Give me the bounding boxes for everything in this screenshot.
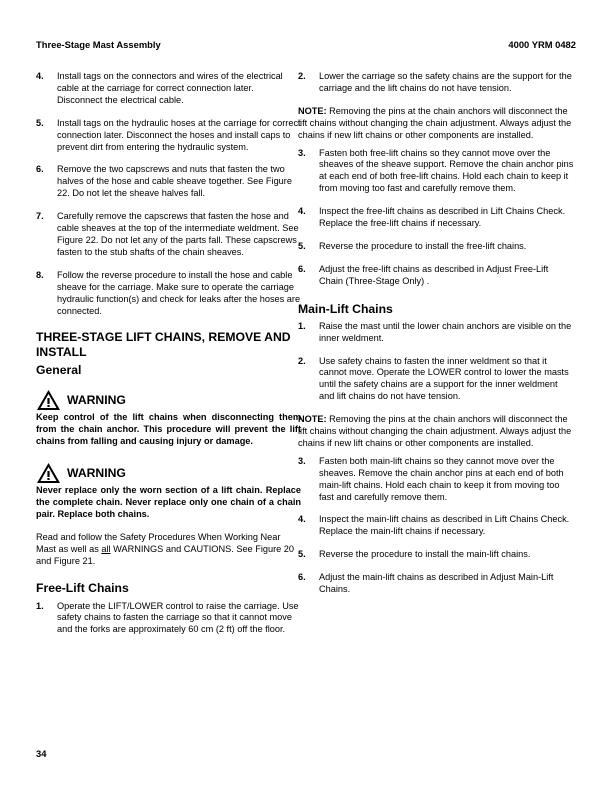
item-text: Reverse the procedure to install the main-lift chains. xyxy=(319,549,531,560)
note-label: NOTE: xyxy=(298,414,327,425)
list-item xyxy=(298,572,574,596)
item-number: 3. xyxy=(298,147,306,158)
item-text: Fasten both free-lift chains so they cannot move over the sheaves of the sheave support. Remove the chain anchor pins at each end of both free-lift chains. Hold each chain to keep it from moving too fast and carefully remove them. xyxy=(319,147,574,194)
list-item xyxy=(298,148,574,196)
item-text: Operate the LIFT/LOWER control to raise the carriage. Use safety chains to fasten the carriage so that it cannot move and the forks are approximately 60 cm (2 ft) off the floor. xyxy=(57,600,299,635)
item-number: 2. xyxy=(298,71,306,81)
list-item xyxy=(298,264,574,288)
item-text: Install tags on the hydraulic hoses at the carriage for correct connection later. Disconnect the hoses and install caps to prevent dirt from entering the hydraulic system. xyxy=(57,117,301,152)
list-item xyxy=(298,549,574,561)
note xyxy=(298,414,574,450)
subsection-title-main-lift: Main-Lift Chains xyxy=(298,301,393,316)
subsection-title-general: General xyxy=(36,363,82,378)
warning-text: Keep control of the lift chains when disconnecting them from the chain anchor. This procedure will prevent the lift chains from falling and causing injury or damage. xyxy=(36,412,301,447)
item-text: Carefully remove the capscrews that fasten the hose and cable sheaves at the top of the intermediate weldment. See Figure 22. Do not let any of the parts fall. These capscrews fasten to the stub shafts of the chain sheaves. xyxy=(57,211,299,257)
running-header-title: Three-Stage Mast Assembly xyxy=(36,39,161,50)
item-number: 6. xyxy=(298,572,306,583)
warning-text: Never replace only the worn section of a lift chain. Replace the complete chain. Never replace only one chain of a chain pair. Replace both chains. xyxy=(36,485,301,519)
item-number: 1. xyxy=(298,320,306,331)
list-item xyxy=(298,456,574,504)
item-text: Follow the reverse procedure to install the hose and cable sheave for the carriage. Make sure to operate the carriage hydraulic function(s) and check for leaks after the hoses are connected. xyxy=(57,269,301,316)
warning-header xyxy=(36,389,301,411)
item-text: Install tags on the connectors and wires of the electrical cable at the carriage for correct connection later. Disconnect the electrical cable. xyxy=(57,71,283,105)
item-number: 4. xyxy=(36,71,44,81)
subsection-title-free-lift: Free-Lift Chains xyxy=(36,580,129,595)
item-text: Adjust the free-lift chains as described in Adjust Free-Lift Chain (Three-Stage Only) . xyxy=(319,263,549,286)
item-text: Use safety chains to fasten the inner weldment so that it cannot move. Operate the LOWER control to lower the masts until the safety chains are a support for the inner weldment and lift chains do not have tension. xyxy=(319,355,569,402)
left-column xyxy=(36,70,301,636)
warning-label: WARNING xyxy=(67,466,126,481)
item-text: Remove the two capscrews and nuts that fasten the two halves of the hose and cable sheave together. See Figure 22. Do not let the sheave halves fall. xyxy=(57,164,292,199)
item-number: 5. xyxy=(298,549,306,560)
item-number: 1. xyxy=(36,600,44,611)
list-item xyxy=(298,206,574,230)
item-text: Lower the carriage so the safety chains are the support for the carriage and the lift chains do not have tension. xyxy=(319,71,572,93)
list-item xyxy=(36,211,301,259)
item-number: 3. xyxy=(298,455,306,466)
list-item xyxy=(298,356,574,404)
note-label: NOTE: xyxy=(298,105,327,116)
section-title: THREE-STAGE LIFT CHAINS, REMOVE AND INSTALL xyxy=(36,330,291,359)
item-number: 2. xyxy=(298,355,306,366)
list-item xyxy=(298,241,574,253)
item-text: Raise the mast until the lower chain anchors are visible on the inner weldment. xyxy=(319,320,572,343)
item-number: 7. xyxy=(36,211,44,222)
para-underlined: all xyxy=(101,543,111,554)
item-number: 6. xyxy=(298,263,306,274)
warning-triangle-icon xyxy=(36,389,61,411)
page-number: 34 xyxy=(36,748,47,759)
right-column xyxy=(298,70,574,596)
list-item xyxy=(36,164,301,200)
list-item xyxy=(298,71,574,95)
list-item xyxy=(298,321,574,345)
item-number: 5. xyxy=(36,117,44,128)
item-text: Reverse the procedure to install the free-lift chains. xyxy=(319,240,527,251)
document-number: 4000 YRM 0482 xyxy=(508,39,576,50)
item-text: Inspect the main-lift chains as described in Lift Chains Check. Replace the main-lift chains if necessary. xyxy=(319,514,570,537)
note-text: Removing the pins at the chain anchors will disconnect the lift chains without changing the chain adjustment. Always adjust the chains if new lift chains or other components are installed. xyxy=(298,414,572,448)
list-item xyxy=(36,71,301,107)
item-number: 5. xyxy=(298,240,306,251)
para-text: WARNINGS and CAUTIONS. See Figure 20 and Figure 21. xyxy=(36,543,295,566)
item-text: Inspect the free-lift chains as described in Lift Chains Check. Replace the free-lift chains if necessary. xyxy=(319,206,566,229)
note-text: Removing the pins at the chain anchors will disconnect the lift chains without changing the chain adjustment. Always adjust the chains if new lift chains or other components are installed. xyxy=(298,105,572,140)
list-item xyxy=(36,601,301,637)
item-number: 4. xyxy=(298,206,306,217)
para-text: Read and follow the Safety Procedures When Working Near Mast as well as xyxy=(36,531,281,554)
item-text: Adjust the main-lift chains as described in Adjust Main-Lift Chains. xyxy=(319,572,554,595)
warning-triangle-icon xyxy=(36,462,61,484)
list-item xyxy=(36,118,301,154)
safety-reference-paragraph xyxy=(36,532,301,568)
list-item xyxy=(298,514,574,538)
item-number: 4. xyxy=(298,514,306,525)
item-number: 8. xyxy=(36,269,44,280)
item-number: 6. xyxy=(36,164,44,175)
item-text: Fasten both main-lift chains so they cannot move over the sheaves. Remove the chain anchor pins at each end of both main-lift chains. Hold each chain to keep it from moving too fast and carefully remove them. xyxy=(319,455,564,502)
list-item xyxy=(36,270,301,318)
note xyxy=(298,106,574,142)
warning-header xyxy=(36,462,301,484)
warning-label: WARNING xyxy=(67,393,126,408)
